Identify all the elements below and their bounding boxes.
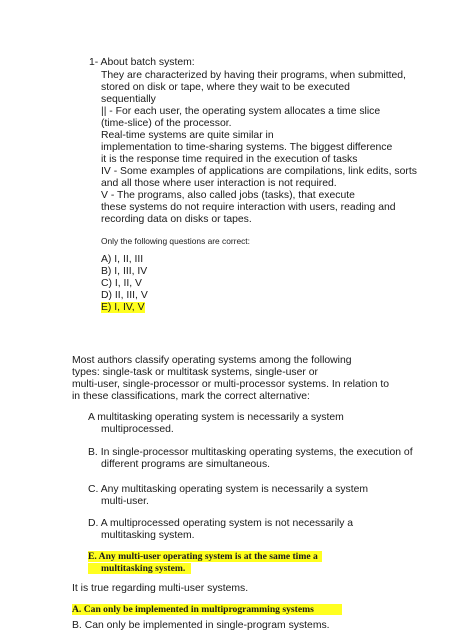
- q1-line-6: Real-time systems are quite similar in: [101, 130, 274, 141]
- q1-option-e: [101, 302, 145, 314]
- q2-option-b-line-2: different programs are simultaneous.: [101, 459, 271, 470]
- q1-instruction: Only the following questions are correct:: [101, 236, 250, 246]
- q2-intro-line-1: Most authors classify operating systems among the following: [72, 355, 352, 366]
- q1-line-7: implementation to time-sharing systems. The biggest difference: [101, 142, 393, 153]
- q2-option-e-line-1: [88, 551, 322, 563]
- q1-line-5: (time-slice) of the processor.: [101, 118, 232, 129]
- q1-option-b: B) I, III, IV: [101, 266, 148, 277]
- q1-line-11: V - The programs, also called jobs (tasks), that execute: [101, 190, 355, 201]
- q1-option-c: C) I, II, V: [101, 278, 142, 289]
- q1-line-12: these systems do not require interaction with users, reading and: [101, 202, 396, 213]
- q1-option-d: D) II, III, V: [101, 290, 148, 301]
- q2-option-c-line-1: C. Any multitasking operating system is necessarily a system: [88, 484, 369, 495]
- q1-option-a: A) I, II, III: [101, 254, 144, 265]
- q1-line-8: it is the response time required in the execution of tasks: [101, 154, 358, 165]
- q3-prompt: It is true regarding multi-user systems.: [72, 583, 249, 594]
- q1-line-9: IV - Some examples of applications are compilations, link edits, sorts: [101, 166, 417, 177]
- q1-option-e-highlight: E) I, IV, V: [101, 302, 145, 313]
- q2-option-a-line-2: multiprocessed.: [101, 424, 174, 435]
- q1-line-13: recording data on disks or tapes.: [101, 214, 252, 225]
- q2-option-e-line-2: [88, 563, 191, 575]
- q1-line-4: || - For each user, the operating system allocates a time slice: [101, 106, 381, 117]
- q1-line-2: stored on disk or tape, where they wait to be executed: [101, 82, 350, 93]
- q2-option-b-line-1: B. In single-processor multitasking operating systems, the execution of: [88, 447, 413, 458]
- q2-option-e-line-2-highlight: multitasking system.: [88, 563, 191, 574]
- q2-option-e-line-1-highlight: E. Any multi-user operating system is at the same time a: [88, 551, 322, 562]
- q3-option-b: B. Can only be implemented in single-program systems.: [72, 620, 330, 631]
- q1-line-10: and all those where user interaction is not required.: [101, 178, 337, 189]
- q3-option-a-highlight: A. Can only be implemented in multiprogramming systems: [72, 604, 342, 615]
- q1-line-1: They are characterized by having their programs, when submitted,: [101, 70, 406, 81]
- q2-option-c-line-2: multi-user.: [101, 496, 149, 507]
- q2-option-a-line-1: A multitasking operating system is necessarily a system: [88, 412, 344, 423]
- q1-line-3: sequentially: [101, 94, 156, 105]
- q2-intro-line-4: in these classifications, mark the correct alternative:: [72, 391, 310, 402]
- q2-option-d-line-2: multitasking system.: [101, 530, 195, 541]
- q1-heading: 1- About batch system:: [89, 57, 195, 68]
- q3-option-a: [72, 604, 342, 616]
- q2-option-d-line-1: D. A multiprocessed operating system is not necessarily a: [88, 518, 354, 529]
- q2-intro-line-3: multi-user, single-processor or multi-processor systems. In relation to: [72, 379, 390, 390]
- q2-intro-line-2: types: single-task or multitask systems, single-user or: [72, 367, 318, 378]
